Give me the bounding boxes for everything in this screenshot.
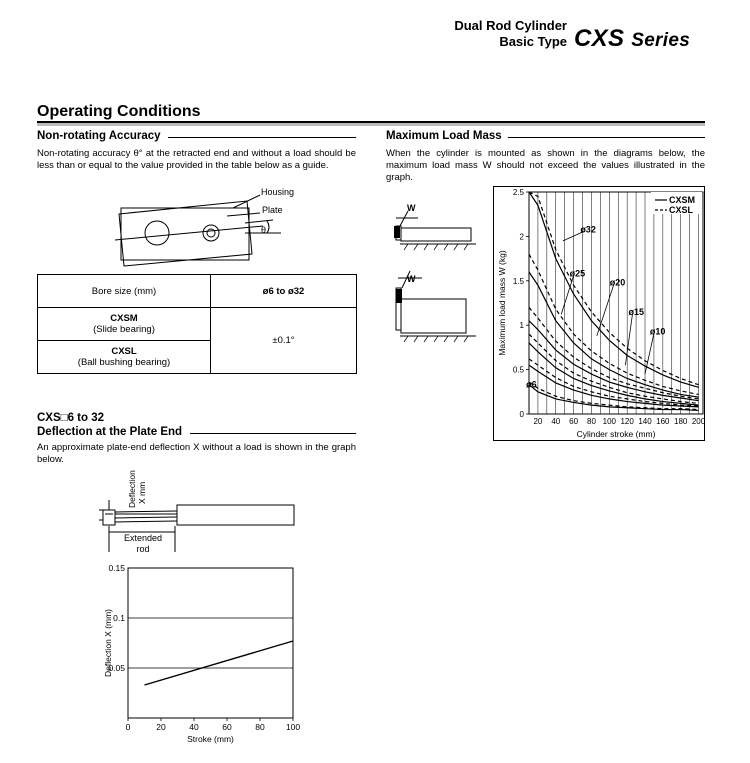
theta-arc	[267, 221, 269, 233]
legend-label-cxsl: CXSL	[669, 205, 694, 215]
housing-leader	[233, 195, 260, 208]
x-tick-label: 80	[587, 417, 596, 426]
y-tick-label: 0.5	[512, 365, 524, 375]
plate-label: Plate	[262, 205, 283, 215]
bore-label: ø6	[526, 379, 537, 390]
mounting-diagrams	[386, 196, 486, 348]
deflection-title1: CXS□6 to 32	[37, 412, 105, 424]
x-tick-label: 0	[125, 722, 131, 732]
table-cell-cxsm	[38, 308, 211, 341]
cylinder-horizontal	[401, 228, 471, 241]
y-tick-label: 2.5	[512, 188, 524, 197]
deflection-chart	[98, 562, 301, 744]
load-curve	[529, 192, 699, 385]
cylinder-body	[177, 505, 294, 525]
y-tick-label: 0	[519, 410, 524, 419]
x-axis-label: Cylinder stroke (mm)	[576, 429, 656, 439]
y-tick-label: 0.15	[108, 563, 125, 573]
deflection-rule	[190, 433, 356, 434]
section-title: Operating Conditions	[37, 103, 201, 120]
load-curve	[529, 192, 699, 387]
y-tick-label: 1	[519, 321, 524, 331]
w-label-lower: W	[407, 274, 416, 284]
cxsl-name: CXSL	[111, 346, 137, 357]
series-word: Series	[631, 30, 691, 51]
rod-line	[115, 511, 177, 512]
nonrot-text: Non-rotating accuracy θ° at the retracted end and without a load should be less than or equal to the value provided in the table below as a guide.	[37, 148, 356, 171]
center-line	[115, 226, 263, 240]
table-header-range: ø6 to ø32	[211, 275, 357, 308]
deflection-diagram	[95, 470, 300, 556]
legend-label-cxsm: CXSM	[669, 195, 696, 205]
y-tick-label: 0.1	[113, 613, 125, 623]
y-tick-label: 2	[519, 232, 524, 242]
load-curve	[529, 307, 699, 398]
x-tick-label: 60	[569, 417, 579, 426]
x-tick-label: 160	[656, 417, 670, 426]
load-curve	[529, 385, 699, 411]
load-curve	[529, 254, 699, 394]
extended-label: Extended	[123, 533, 163, 543]
x-tick-label: 40	[189, 722, 199, 732]
w-label-upper: W	[407, 203, 416, 213]
deflection-title2: Deflection at the Plate End	[37, 426, 183, 438]
theta-label: θ	[261, 225, 267, 235]
y-tick-label: 1.5	[512, 276, 524, 286]
deflection-line	[145, 641, 294, 685]
plate-leader	[227, 213, 260, 216]
bore-label: ø10	[649, 326, 666, 337]
table-cell-value: ±0.1°	[211, 308, 357, 374]
bore-leader	[597, 285, 614, 336]
x-tick-label: 20	[533, 417, 543, 426]
nonrot-rule	[168, 137, 356, 138]
x-tick-label: 100	[285, 722, 301, 732]
nonrot-title: Non-rotating Accuracy	[37, 130, 161, 142]
series-code: CXS	[574, 25, 625, 52]
nonrot-diagram	[115, 186, 315, 272]
plate-end	[103, 510, 115, 525]
housing-label: Housing	[261, 187, 295, 197]
x-tick-label: 40	[551, 417, 561, 426]
section-shade	[37, 123, 705, 126]
x-tick-label: 120	[620, 417, 634, 426]
x-tick-label: 80	[255, 722, 265, 732]
x-tick-label: 180	[674, 417, 688, 426]
bore-label: ø25	[569, 268, 586, 279]
y-tick-label: 0.05	[108, 663, 125, 673]
cylinder-lower	[401, 299, 466, 333]
cxsl-desc: (Ball bushing bearing)	[77, 357, 171, 368]
accuracy-table	[37, 274, 357, 374]
header-line1: Dual Rod Cylinder	[454, 18, 567, 33]
y-axis-label: Maximum load mass W (kg)	[497, 250, 507, 356]
x-axis-label: Stroke (mm)	[187, 734, 234, 744]
bore-label: ø32	[580, 224, 596, 235]
table-header-bore: Bore size (mm)	[38, 275, 211, 308]
load-curve	[529, 272, 699, 397]
bore-label: ø20	[609, 277, 626, 288]
maxload-text: When the cylinder is mounted as shown in the diagrams below, the maximum load mass W should not exceed the values illustrated in the graph.	[386, 148, 705, 183]
x-tick-label: 60	[222, 722, 232, 732]
table-cell-cxsl	[38, 341, 211, 374]
plot-frame	[128, 568, 293, 718]
rod-label: rod	[136, 544, 150, 554]
x-tick-label: 100	[602, 417, 616, 426]
deflection-label: Deflection	[127, 470, 137, 508]
deflection-text: An approximate plate-end deflection X without a load is shown in the graph below.	[37, 442, 356, 465]
rod-hole-left	[145, 221, 169, 245]
header-line2: Basic Type	[499, 34, 567, 49]
maxload-rule	[508, 137, 705, 138]
series-title	[574, 25, 690, 53]
y-axis-label: Deflection X (mm)	[103, 608, 113, 678]
cxsm-name: CXSM	[110, 313, 138, 324]
x-tick-label: 200	[691, 417, 706, 426]
maxload-title: Maximum Load Mass	[386, 130, 502, 142]
x-tick-label: 140	[638, 417, 652, 426]
deflection-x-label: X mm	[137, 481, 147, 504]
rod-hole-right	[203, 225, 219, 241]
max-load-chart	[493, 186, 705, 441]
bore-label: ø15	[628, 306, 645, 317]
load-curve	[529, 321, 699, 401]
x-tick-label: 20	[156, 722, 166, 732]
cxsm-desc: (Slide bearing)	[93, 324, 155, 335]
